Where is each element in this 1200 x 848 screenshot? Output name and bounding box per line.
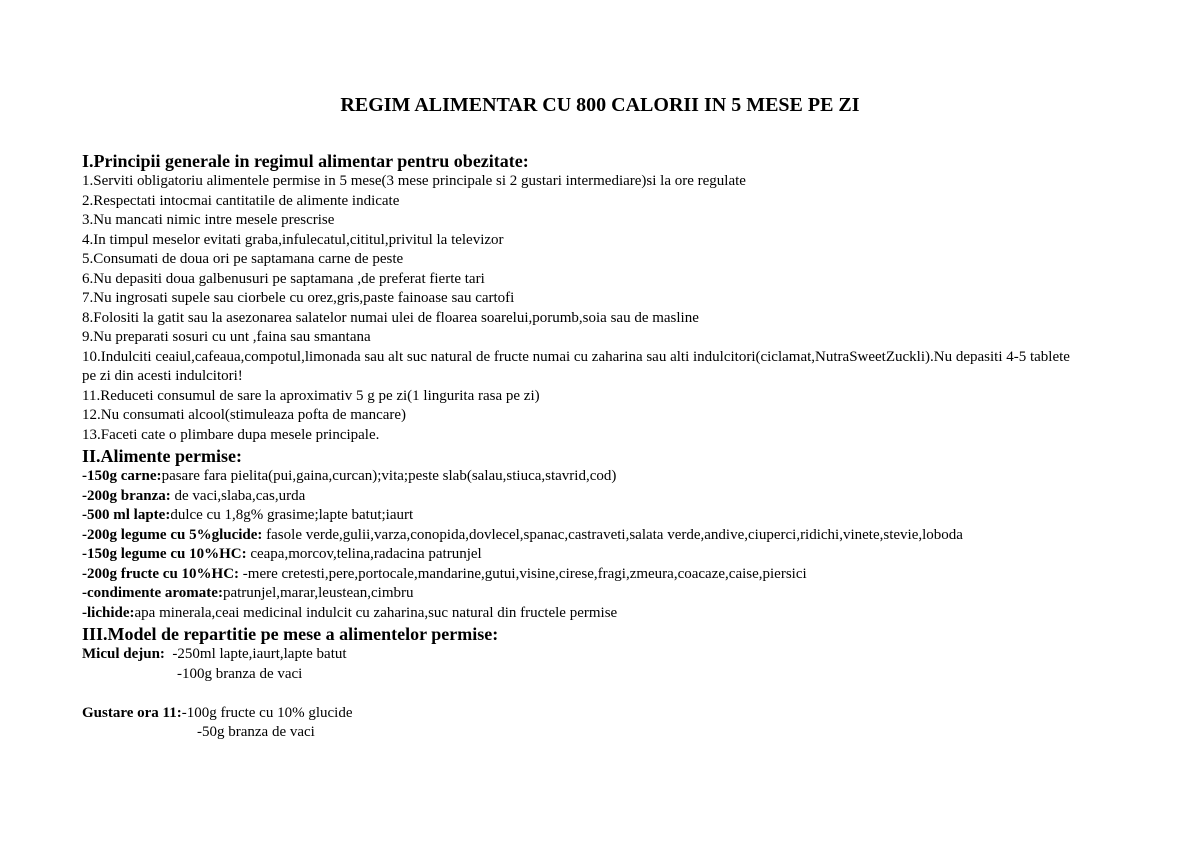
rule-item: 8.Folositi la gatit sau la asezonarea salatelor numai ulei de floarea soarelui,porumb,soia sau de masline (82, 309, 699, 326)
rule-item: 4.In timpul meselor evitati graba,infulecatul,cititul,privitul la televizor (82, 231, 504, 248)
food-item (82, 467, 1172, 487)
document-body (82, 150, 1172, 743)
rule-item: 11.Reduceti consumul de sare la aproximativ 5 g pe zi(1 lingurita rasa pe zi) (82, 387, 540, 404)
rule-item: 1.Serviti obligatoriu alimentele permise in 5 mese(3 mese principale si 2 gustari intermediare)si la ore regulate (82, 173, 746, 189)
section-2-heading: II.Alimente permise: (82, 446, 242, 466)
food-item (82, 545, 1172, 565)
spacer (82, 684, 1172, 704)
rule-item: 3.Nu mancati nimic intre mesele prescrise (82, 212, 335, 228)
rule-item: 9.Nu preparati sosuri cu unt ,faina sau smantana (82, 329, 371, 345)
breakfast-item: -100g branza de vaci (177, 665, 303, 682)
food-item-text: -mere cretesti,pere,portocale,mandarine,gutui,visine,cirese,fragi,zmeura,coacaze,caise,piersici (239, 565, 807, 582)
breakfast-label: Micul dejun: (82, 646, 165, 662)
rule-item: 13.Faceti cate o plimbare dupa mesele principale. (82, 426, 380, 443)
food-item-label: -150g legume cu 10%HC: (82, 546, 247, 562)
food-item-label: -lichide: (82, 604, 135, 621)
food-item (82, 584, 1172, 604)
food-item-text: de vaci,slaba,cas,urda (170, 487, 306, 504)
food-item-label: -200g legume cu 5%glucide: (82, 526, 263, 543)
food-item (82, 506, 1172, 526)
rule-item: 6.Nu depasiti doua galbenusuri pe saptamana ,de preferat fierte tari (82, 270, 485, 287)
food-item-label: -200g fructe cu 10%HC: (82, 565, 240, 582)
food-item (82, 604, 1172, 624)
rule-item: 7.Nu ingrosati supele sau ciorbele cu orez,gris,paste fainoase sau cartofi (82, 290, 515, 306)
section-1-heading: I.Principii generale in regimul alimentar pentru obezitate: (82, 151, 529, 171)
snack-item: -100g fructe cu 10% glucide (181, 704, 353, 721)
breakfast-item: -250ml lapte,iaurt,lapte batut (164, 646, 347, 662)
document-title: REGIM ALIMENTAR CU 800 CALORII IN 5 MESE PE ZI (340, 94, 860, 116)
rule-item: 12.Nu consumati alcool(stimuleaza pofta de mancare) (82, 407, 407, 423)
food-item-text: fasole verde,gulii,varza,conopida,dovlecel,spanac,castraveti,salata verde,andive,ciuperci,ridichi,vinete,stevie,loboda (262, 526, 963, 543)
food-item-label: -condimente aromate: (82, 585, 223, 601)
food-item (82, 565, 1172, 585)
snack-line (82, 704, 1172, 724)
food-item (82, 487, 1172, 507)
food-item-label: -200g branza: (82, 487, 171, 504)
food-item-text: ceapa,morcov,telina,radacina patrunjel (246, 546, 482, 562)
rule-item: 2.Respectati intocmai cantitatile de alimente indicate (82, 192, 400, 209)
rule-item: 5.Consumati de doua ori pe saptamana carne de peste (82, 251, 404, 267)
food-item-text: patrunjel,marar,leustean,cimbru (222, 585, 414, 601)
food-item (82, 526, 1172, 546)
snack-label: Gustare ora 11: (82, 704, 182, 721)
section-3-heading: III.Model de repartitie pe mese a alimentelor permise: (82, 624, 499, 644)
food-item-text: apa minerala,ceai medicinal indulcit cu zaharina,suc natural din fructele permise (134, 604, 618, 621)
food-item-text: pasare fara pielita(pui,gaina,curcan);vita;peste slab(salau,stiuca,stavrid,cod) (161, 468, 617, 484)
snack-item: -50g branza de vaci (197, 724, 315, 740)
food-item-label: -150g carne: (82, 468, 162, 484)
breakfast-line (82, 645, 1172, 665)
rule-item: 10.Indulciti ceaiul,cafeaua,compotul,limonada sau alt suc natural de fructe numai cu zaharina sau alti indulcitori(ciclamat,NutraSweetZuckli).Nu depasiti 4-5 tablete pe zi din acesti indulcitori! (82, 348, 1070, 384)
food-item-label: -500 ml lapte: (82, 507, 171, 523)
food-item-text: dulce cu 1,8g% grasime;lapte batut;iaurt (170, 507, 414, 523)
